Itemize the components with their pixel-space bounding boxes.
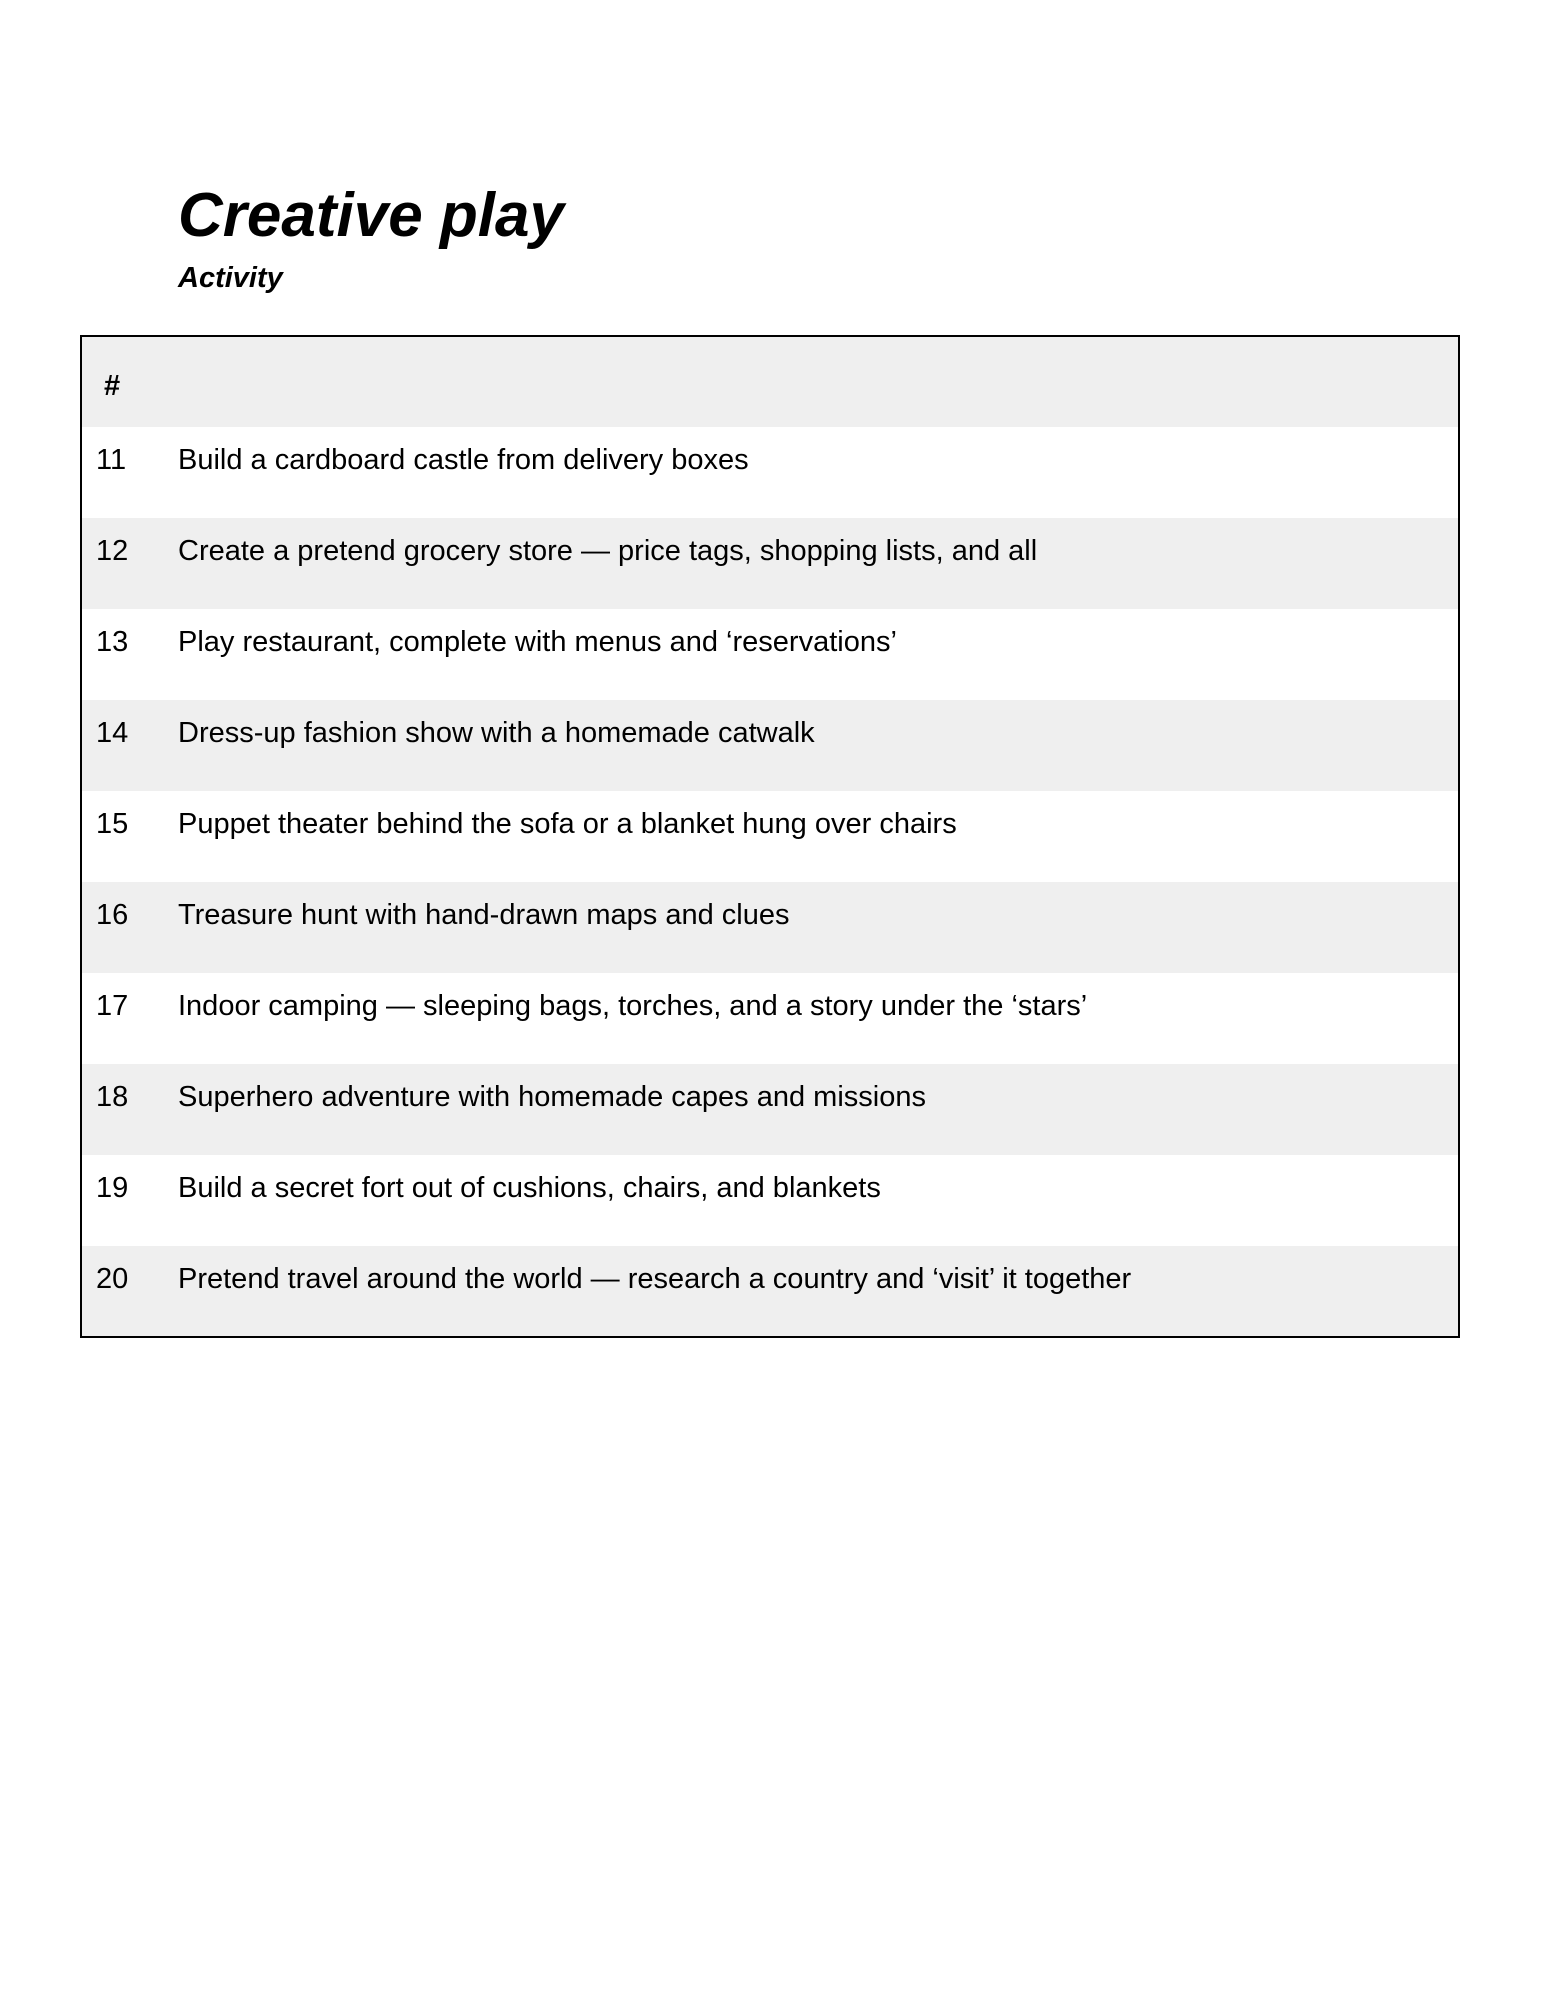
table-row [82, 1246, 1458, 1336]
row-number: 16 [96, 899, 129, 931]
table-row [82, 700, 1458, 791]
row-activity: Build a cardboard castle from delivery boxes [178, 444, 749, 476]
row-number: 20 [96, 1263, 129, 1295]
row-activity: Create a pretend grocery store — price tags, shopping lists, and all [178, 535, 1038, 567]
row-activity: Pretend travel around the world — research a country and ‘visit’ it together [178, 1263, 1132, 1295]
row-activity: Puppet theater behind the sofa or a blanket hung over chairs [178, 808, 957, 840]
row-activity: Indoor camping — sleeping bags, torches, and a story under the ‘stars’ [178, 990, 1088, 1022]
row-number: 13 [96, 626, 129, 658]
table-row [82, 518, 1458, 609]
row-activity: Dress-up fashion show with a homemade catwalk [178, 717, 815, 749]
table-row [82, 791, 1458, 882]
row-activity: Build a secret fort out of cushions, chairs, and blankets [178, 1172, 881, 1204]
activity-table [80, 335, 1460, 1338]
table-row [82, 1064, 1458, 1155]
row-number: 17 [96, 990, 129, 1022]
row-number: 19 [96, 1172, 129, 1204]
table-row [82, 427, 1458, 518]
row-number: 14 [96, 717, 129, 749]
row-number: 11 [96, 444, 127, 476]
header-number-label: # [104, 370, 121, 402]
row-activity: Treasure hunt with hand-drawn maps and clues [178, 899, 790, 931]
table-row [82, 973, 1458, 1064]
row-number: 18 [96, 1081, 129, 1113]
row-activity: Superhero adventure with homemade capes and missions [178, 1081, 926, 1113]
table-header [82, 337, 1458, 427]
table-row [82, 1155, 1458, 1246]
page-subtitle: Activity [178, 262, 283, 294]
page-title: Creative play [178, 181, 564, 250]
row-number: 12 [96, 535, 129, 567]
row-number: 15 [96, 808, 129, 840]
table-row [82, 882, 1458, 973]
table-row [82, 609, 1458, 700]
row-activity: Play restaurant, complete with menus and ‘reservations’ [178, 626, 897, 658]
